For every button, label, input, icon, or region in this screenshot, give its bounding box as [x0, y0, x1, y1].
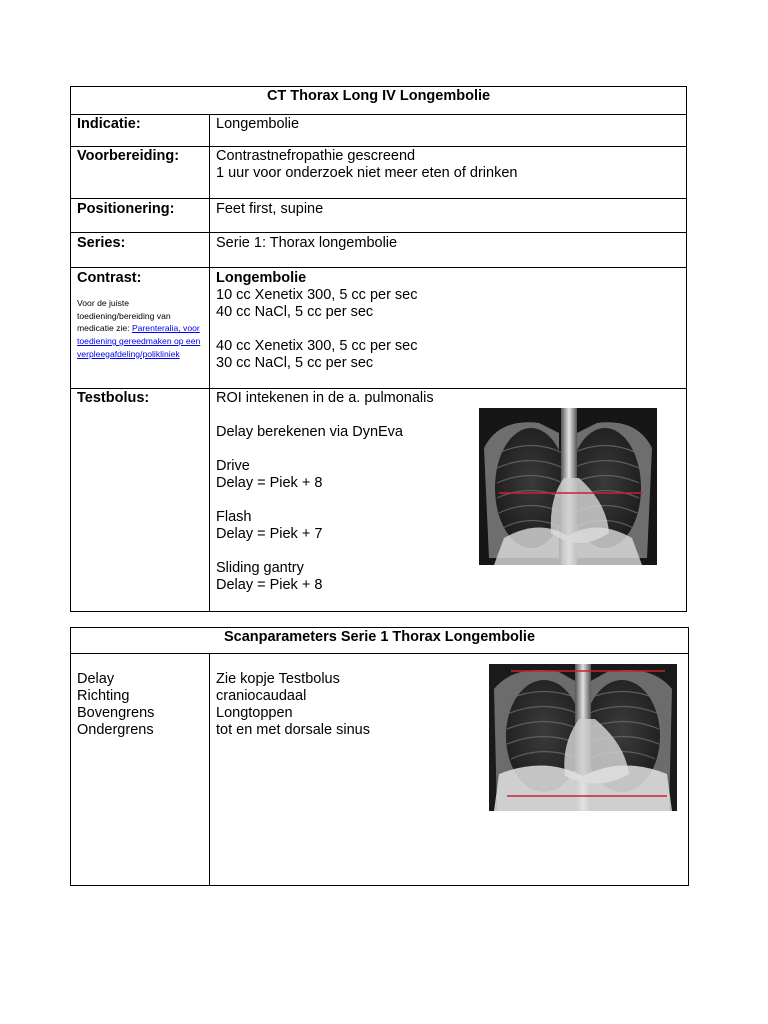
row-value-contrast	[210, 268, 687, 389]
testbolus-line: Delay = Piek + 8	[216, 577, 323, 593]
contrast-note	[77, 297, 209, 361]
row-label-series: Series:	[71, 233, 210, 268]
row-value-positionering: Feet first, supine	[210, 199, 687, 233]
scanparameters-title-text: Scanparameters Serie 1 Thorax Longembolie	[223, 629, 536, 645]
param-label: Delay	[77, 671, 115, 687]
testbolus-line: Flash	[216, 509, 252, 525]
testbolus-line: ROI intekenen in de a. pulmonalis	[216, 390, 434, 406]
testbolus-line: Drive	[216, 458, 250, 474]
row-value-series: Serie 1: Thorax longembolie	[210, 233, 687, 268]
voorbereiding-line: Contrastnefropathie gescreend	[216, 148, 416, 164]
scanparameters-labels	[71, 654, 210, 886]
protocol-title-text: CT Thorax Long IV Longembolie	[266, 88, 491, 104]
chest-xray-scanrange-image	[489, 664, 677, 811]
row-label-voorbereiding: Voorbereiding:	[71, 147, 210, 199]
protocol-title	[71, 87, 687, 115]
param-value: Zie kopje Testbolus	[216, 671, 340, 687]
contrast-line: 30 cc NaCl, 5 cc per sec	[216, 355, 374, 371]
voorbereiding-line: 1 uur voor onderzoek niet meer eten of drinken	[216, 165, 518, 181]
testbolus-line: Delay = Piek + 7	[216, 526, 323, 542]
contrast-heading: Longembolie	[216, 270, 307, 286]
param-label: Bovengrens	[77, 705, 155, 721]
contrast-line: 40 cc Xenetix 300, 5 cc per sec	[216, 338, 418, 354]
scanparameters-title	[71, 628, 689, 654]
testbolus-line: Delay berekenen via DynEva	[216, 424, 403, 440]
contrast-note-text: Voor de juiste toediening/bereiding van medicatie zie:	[77, 298, 171, 334]
row-label-indicatie: Indicatie:	[71, 115, 210, 147]
testbolus-line: Sliding gantry	[216, 560, 304, 576]
param-value: craniocaudaal	[216, 688, 307, 704]
param-value: tot en met dorsale sinus	[216, 722, 370, 738]
param-label: Richting	[77, 688, 130, 704]
parenteralia-link[interactable]: Parenteralia, voor toediening gereedmaken op een verpleegafdeling/polikliniek	[77, 323, 201, 359]
param-value: Longtoppen	[216, 705, 293, 721]
contrast-label: Contrast:	[77, 270, 142, 286]
testbolus-line: Delay = Piek + 8	[216, 475, 323, 491]
contrast-line: 40 cc NaCl, 5 cc per sec	[216, 304, 374, 320]
chest-xray-testbolus-image	[479, 408, 657, 565]
row-label-contrast	[71, 268, 210, 389]
row-value-indicatie: Longembolie	[210, 115, 687, 147]
row-label-positionering: Positionering:	[71, 199, 210, 233]
row-value-voorbereiding	[210, 147, 687, 199]
contrast-line: 10 cc Xenetix 300, 5 cc per sec	[216, 287, 418, 303]
param-label: Ondergrens	[77, 722, 154, 738]
row-label-testbolus: Testbolus:	[71, 389, 210, 612]
